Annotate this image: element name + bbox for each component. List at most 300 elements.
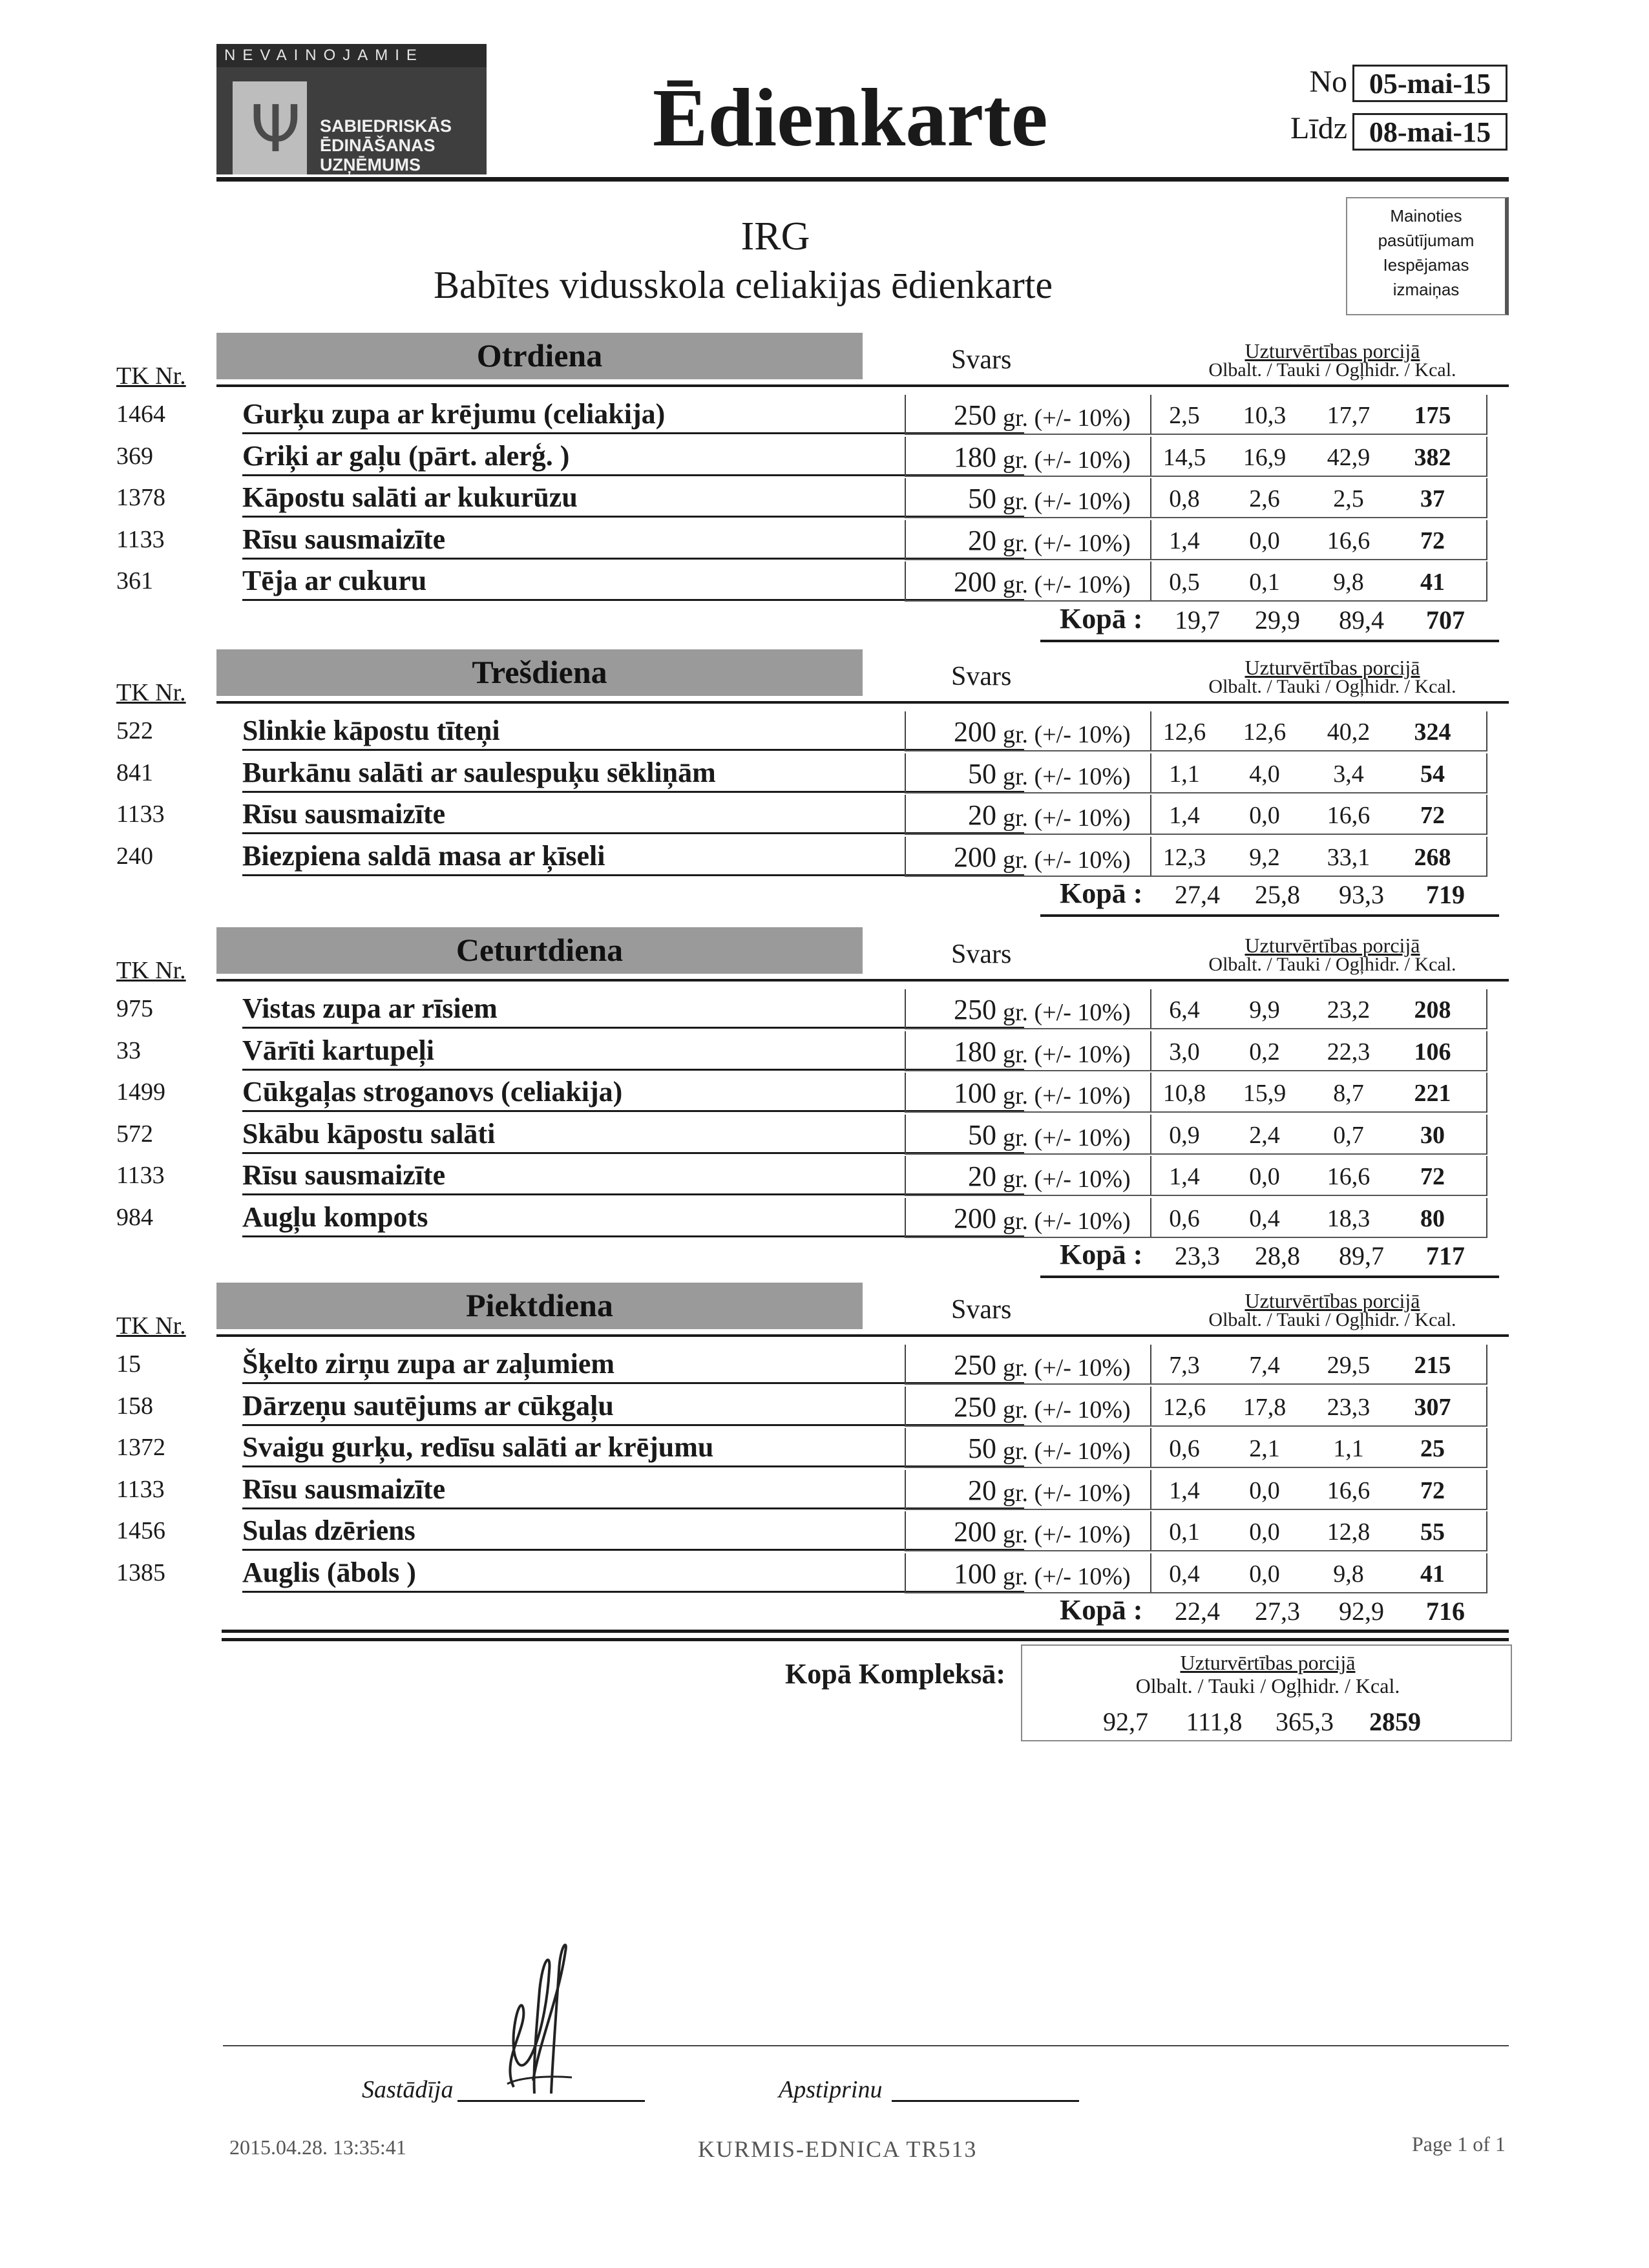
menu-item-row bbox=[116, 1428, 1486, 1469]
tk-number-header: TK Nr. bbox=[116, 679, 186, 706]
weight-cell bbox=[905, 1345, 1151, 1385]
menu-item-row bbox=[116, 1115, 1486, 1156]
complex-total-label: Kopā Kompleksā: bbox=[785, 1658, 1006, 1690]
kcal-value: 25 bbox=[1420, 1435, 1445, 1462]
weight-cell bbox=[905, 711, 1151, 751]
nutrition-header-sub: Olbalt. / Tauki / Ogļhidr. / Kcal. bbox=[1208, 359, 1456, 381]
carbs-value: 0,7 bbox=[1333, 1122, 1364, 1149]
tk-number: 1133 bbox=[116, 1162, 165, 1189]
day-name: Piektdiena bbox=[466, 1287, 613, 1323]
dish-name: Rīsu sausmaizīte bbox=[242, 1157, 1024, 1195]
carbs-value: 12,8 bbox=[1327, 1518, 1371, 1546]
menu-subtitle: Babītes vidusskola celiakijas ēdienkarte bbox=[433, 264, 1053, 306]
protein-value: 0,1 bbox=[1169, 1518, 1200, 1546]
weight-unit: gr. (+/- 10%) bbox=[1003, 1124, 1131, 1151]
tk-number: 1372 bbox=[116, 1434, 165, 1461]
menu-item-row bbox=[116, 837, 1486, 878]
dish-name: Biezpiena saldā masa ar ķīseli bbox=[242, 838, 1024, 876]
fat-value: 7,4 bbox=[1249, 1352, 1280, 1379]
portion-weight: 50 bbox=[968, 1119, 996, 1151]
weight-cell bbox=[905, 753, 1151, 793]
portion-weight: 250 bbox=[954, 1349, 996, 1381]
nutrition-header-title: Uzturvērtības porcijā bbox=[1245, 934, 1420, 957]
weight-unit: gr. (+/- 10%) bbox=[1003, 1438, 1131, 1465]
kcal-value: 268 bbox=[1414, 844, 1451, 871]
carbs-value: 9,8 bbox=[1333, 569, 1364, 596]
protein-value: 10,8 bbox=[1162, 1080, 1206, 1107]
nutrition-cell bbox=[1149, 1198, 1487, 1238]
nutrition-cell bbox=[1149, 1511, 1487, 1551]
tk-number-header: TK Nr. bbox=[116, 362, 186, 390]
carbs-value: 8,7 bbox=[1333, 1080, 1364, 1107]
protein-value: 3,0 bbox=[1169, 1038, 1200, 1066]
logo-line-3: UZŅĒMUMS bbox=[320, 155, 421, 174]
approved-by-line bbox=[892, 2100, 1079, 2102]
kcal-value: 72 bbox=[1420, 802, 1445, 829]
weight-cell bbox=[905, 1470, 1151, 1510]
complex-total-subheader: Olbalt. / Tauki / Ogļhidr. / Kcal. bbox=[1135, 1674, 1400, 1697]
total-fat: 28,8 bbox=[1255, 1241, 1300, 1270]
logo-line-2: ĒDINĀŠANAS bbox=[320, 136, 436, 155]
carbs-value: 2,5 bbox=[1333, 485, 1364, 512]
nutrition-header-sub: Olbalt. / Tauki / Ogļhidr. / Kcal. bbox=[1208, 1309, 1456, 1330]
total-carbs: 89,7 bbox=[1339, 1241, 1384, 1270]
fat-value: 0,0 bbox=[1249, 1163, 1280, 1190]
menu-item-row bbox=[116, 1073, 1486, 1114]
section-header-rule bbox=[216, 384, 1509, 387]
fat-value: 15,9 bbox=[1243, 1080, 1287, 1107]
tk-number: 841 bbox=[116, 759, 153, 786]
day-total-row bbox=[1040, 1235, 1499, 1278]
section-header-rule bbox=[216, 979, 1509, 982]
menu-item-row bbox=[116, 520, 1486, 562]
kcal-value: 72 bbox=[1420, 527, 1445, 554]
fat-value: 0,0 bbox=[1249, 1560, 1280, 1588]
weight-unit: gr. (+/- 10%) bbox=[1003, 1041, 1131, 1068]
kcal-value: 72 bbox=[1420, 1163, 1445, 1190]
fat-value: 0,0 bbox=[1249, 1477, 1280, 1504]
tk-number: 158 bbox=[116, 1392, 153, 1420]
dish-name: Burkānu salāti ar saulespuķu sēkliņām bbox=[242, 755, 1024, 793]
dish-name: Sulas dzēriens bbox=[242, 1513, 1024, 1551]
fat-value: 12,6 bbox=[1243, 719, 1287, 746]
total-label: Kopā : bbox=[1060, 603, 1143, 635]
portion-weight: 200 bbox=[954, 1202, 996, 1234]
tk-number: 1499 bbox=[116, 1078, 165, 1106]
menu-item-row bbox=[116, 753, 1486, 795]
date-from-label: No bbox=[1309, 65, 1347, 99]
protein-value: 12,3 bbox=[1162, 844, 1206, 871]
weight-unit: gr. (+/- 10%) bbox=[1003, 1480, 1131, 1507]
total-protein: 27,4 bbox=[1175, 880, 1220, 909]
tk-number: 1133 bbox=[116, 1476, 165, 1503]
weight-unit: gr. (+/- 10%) bbox=[1003, 1396, 1131, 1423]
section-header-rule bbox=[216, 1334, 1509, 1337]
carbs-value: 18,3 bbox=[1327, 1205, 1371, 1232]
menu-item-row bbox=[116, 1156, 1486, 1197]
fat-value: 10,3 bbox=[1243, 402, 1287, 429]
total-label: Kopā : bbox=[1060, 1239, 1143, 1270]
weight-unit: gr. (+/- 10%) bbox=[1003, 571, 1131, 598]
menu-item-row bbox=[116, 437, 1486, 478]
menu-item-row bbox=[116, 1470, 1486, 1511]
total-kcal: 717 bbox=[1426, 1241, 1465, 1270]
total-fat: 25,8 bbox=[1255, 880, 1300, 909]
dish-name: Griķi ar gaļu (pārt. alerģ. ) bbox=[242, 438, 1024, 476]
carbs-value: 16,6 bbox=[1327, 1163, 1371, 1190]
tk-number: 1456 bbox=[116, 1517, 165, 1544]
protein-value: 0,9 bbox=[1169, 1122, 1200, 1149]
portion-weight: 20 bbox=[968, 525, 996, 556]
portion-weight: 20 bbox=[968, 1475, 996, 1506]
protein-value: 6,4 bbox=[1169, 996, 1200, 1024]
fat-value: 0,4 bbox=[1249, 1205, 1280, 1232]
protein-value: 12,6 bbox=[1162, 1394, 1206, 1421]
dish-name: Svaigu gurķu, redīsu salāti ar krējumu bbox=[242, 1429, 1024, 1467]
kcal-value: 175 bbox=[1414, 402, 1451, 429]
total-fat: 27,3 bbox=[1255, 1597, 1300, 1626]
kcal-value: 55 bbox=[1420, 1518, 1445, 1546]
total-label: Kopā : bbox=[1060, 1594, 1143, 1626]
protein-value: 1,4 bbox=[1169, 1163, 1200, 1190]
nutrition-cell bbox=[1149, 1428, 1487, 1468]
kcal-value: 215 bbox=[1414, 1352, 1451, 1379]
portion-weight: 20 bbox=[968, 1160, 996, 1192]
portion-weight: 100 bbox=[954, 1077, 996, 1109]
nutrition-cell bbox=[1149, 711, 1487, 751]
menu-item-row bbox=[116, 1198, 1486, 1239]
nutrition-cell bbox=[1149, 837, 1487, 877]
total-carbs: 92,9 bbox=[1339, 1597, 1384, 1626]
menu-item-row bbox=[116, 1553, 1486, 1595]
tk-number: 1378 bbox=[116, 484, 165, 511]
carbs-value: 40,2 bbox=[1327, 719, 1371, 746]
carbs-value: 22,3 bbox=[1327, 1038, 1371, 1066]
nutrition-header-title: Uzturvērtības porcijā bbox=[1245, 339, 1420, 362]
protein-value: 0,6 bbox=[1169, 1205, 1200, 1232]
kcal-value: 41 bbox=[1420, 1560, 1445, 1588]
carbs-value: 23,3 bbox=[1327, 1394, 1371, 1421]
portion-weight: 180 bbox=[954, 441, 996, 473]
total-kcal: 719 bbox=[1426, 880, 1465, 909]
nutrition-cell bbox=[1149, 1387, 1487, 1427]
nutrition-cell bbox=[1149, 1156, 1487, 1196]
weight-cell bbox=[905, 520, 1151, 560]
kcal-value: 41 bbox=[1420, 569, 1445, 596]
compiled-by-line bbox=[457, 2100, 645, 2102]
footer-rule bbox=[223, 2045, 1509, 2046]
protein-value: 1,4 bbox=[1169, 1477, 1200, 1504]
dish-name: Rīsu sausmaizīte bbox=[242, 521, 1024, 560]
kcal-value: 80 bbox=[1420, 1205, 1445, 1232]
kcal-value: 72 bbox=[1420, 1477, 1445, 1504]
carbs-value: 3,4 bbox=[1333, 761, 1364, 788]
tk-number: 361 bbox=[116, 567, 153, 594]
protein-value: 0,4 bbox=[1169, 1560, 1200, 1588]
day-name: Trešdiena bbox=[472, 654, 607, 690]
carbs-value: 29,5 bbox=[1327, 1352, 1371, 1379]
nutrition-cell bbox=[1149, 753, 1487, 793]
tk-number: 984 bbox=[116, 1204, 153, 1231]
dish-name: Augļu kompots bbox=[242, 1199, 1024, 1237]
complex-total-carbs: 365,3 bbox=[1276, 1707, 1334, 1736]
nutrition-cell bbox=[1149, 1031, 1487, 1071]
weight-unit: gr. (+/- 10%) bbox=[1003, 488, 1131, 515]
menu-item-row bbox=[116, 989, 1486, 1031]
print-timestamp: 2015.04.28. 13:35:41 bbox=[229, 2136, 406, 2159]
fat-value: 0,2 bbox=[1249, 1038, 1280, 1066]
dish-name: Vistas zupa ar rīsiem bbox=[242, 991, 1024, 1029]
carbs-value: 9,8 bbox=[1333, 1560, 1364, 1588]
carbs-value: 16,6 bbox=[1327, 802, 1371, 829]
menu-item-row bbox=[116, 1511, 1486, 1553]
kcal-value: 221 bbox=[1414, 1080, 1451, 1107]
tk-number: 240 bbox=[116, 843, 153, 870]
dish-name: Skābu kāpostu salāti bbox=[242, 1116, 1024, 1154]
portion-weight: 50 bbox=[968, 483, 996, 514]
weight-cell bbox=[905, 1511, 1151, 1551]
weight-cell bbox=[905, 478, 1151, 518]
total-protein: 22,4 bbox=[1175, 1597, 1220, 1626]
total-kcal: 716 bbox=[1426, 1597, 1465, 1626]
page-number: Page 1 of 1 bbox=[1412, 2132, 1506, 2156]
fat-value: 9,2 bbox=[1249, 844, 1280, 871]
protein-value: 12,6 bbox=[1162, 719, 1206, 746]
nutrition-header-title: Uzturvērtības porcijā bbox=[1245, 1289, 1420, 1312]
kcal-value: 208 bbox=[1414, 996, 1451, 1024]
nutrition-cell bbox=[1149, 795, 1487, 835]
menu-item-row bbox=[116, 795, 1486, 836]
portion-weight: 100 bbox=[954, 1558, 996, 1590]
tk-number-header: TK Nr. bbox=[116, 957, 186, 984]
nutrition-header-sub: Olbalt. / Tauki / Ogļhidr. / Kcal. bbox=[1208, 676, 1456, 697]
day-total-row bbox=[1040, 1591, 1499, 1633]
menu-item-row bbox=[116, 711, 1486, 753]
nutrition-cell bbox=[1149, 520, 1487, 560]
day-header-bar bbox=[216, 1283, 863, 1329]
fat-value: 16,9 bbox=[1243, 444, 1287, 471]
dish-name: Dārzeņu sautējums ar cūkgaļu bbox=[242, 1388, 1024, 1426]
weight-header: Svars bbox=[951, 1295, 1012, 1325]
portion-weight: 250 bbox=[954, 1391, 996, 1423]
kcal-value: 324 bbox=[1414, 719, 1451, 746]
nutrition-cell bbox=[1149, 437, 1487, 477]
logo-band-text: NEVAINOJAMIE bbox=[216, 44, 487, 67]
weight-unit: gr. (+/- 10%) bbox=[1003, 530, 1131, 557]
complex-total-box bbox=[1021, 1644, 1512, 1741]
carbs-value: 23,2 bbox=[1327, 996, 1371, 1024]
weight-unit: gr. (+/- 10%) bbox=[1003, 846, 1131, 874]
weight-unit: gr. (+/- 10%) bbox=[1003, 1563, 1131, 1590]
day-header-bar bbox=[216, 927, 863, 974]
nutrition-cell bbox=[1149, 478, 1487, 518]
weight-cell bbox=[905, 1198, 1151, 1238]
tk-number: 369 bbox=[116, 443, 153, 470]
tk-number: 975 bbox=[116, 995, 153, 1022]
portion-weight: 250 bbox=[954, 399, 996, 431]
kcal-value: 54 bbox=[1420, 761, 1445, 788]
nutrition-cell bbox=[1149, 395, 1487, 435]
menu-item-row bbox=[116, 562, 1486, 603]
weight-unit: gr. (+/- 10%) bbox=[1003, 1082, 1131, 1109]
portion-weight: 200 bbox=[954, 841, 996, 873]
weight-cell bbox=[905, 1156, 1151, 1196]
nutrition-cell bbox=[1149, 1345, 1487, 1385]
notice-line: izmaiņas bbox=[1392, 280, 1460, 299]
fat-value: 2,1 bbox=[1249, 1435, 1280, 1462]
dish-name: Rīsu sausmaizīte bbox=[242, 1471, 1024, 1509]
kcal-value: 37 bbox=[1420, 485, 1445, 512]
fork-icon: Ψ bbox=[250, 91, 301, 167]
kcal-value: 382 bbox=[1414, 444, 1451, 471]
tk-number: 1133 bbox=[116, 526, 165, 553]
protein-value: 2,5 bbox=[1169, 402, 1200, 429]
notice-line: Mainoties bbox=[1390, 206, 1462, 226]
weight-cell bbox=[905, 437, 1151, 477]
total-protein: 23,3 bbox=[1175, 1241, 1220, 1270]
compiled-by-label: Sastādīja bbox=[362, 2076, 454, 2103]
protein-value: 0,6 bbox=[1169, 1435, 1200, 1462]
total-carbs: 93,3 bbox=[1339, 880, 1384, 909]
fat-value: 2,6 bbox=[1249, 485, 1280, 512]
portion-weight: 200 bbox=[954, 716, 996, 748]
nutrition-header-sub: Olbalt. / Tauki / Ogļhidr. / Kcal. bbox=[1208, 954, 1456, 975]
weight-cell bbox=[905, 1031, 1151, 1071]
total-label: Kopā : bbox=[1060, 877, 1143, 909]
kcal-value: 307 bbox=[1414, 1394, 1451, 1421]
tk-number: 1464 bbox=[116, 401, 165, 428]
nutrition-cell bbox=[1149, 562, 1487, 602]
weight-cell bbox=[905, 795, 1151, 835]
fat-value: 2,4 bbox=[1249, 1122, 1280, 1149]
carbs-value: 16,6 bbox=[1327, 1477, 1371, 1504]
protein-value: 0,5 bbox=[1169, 569, 1200, 596]
dish-name: Slinkie kāpostu tīteņi bbox=[242, 713, 1024, 751]
protein-value: 1,4 bbox=[1169, 527, 1200, 554]
complex-total-protein: 92,7 bbox=[1103, 1707, 1148, 1736]
section-header-rule bbox=[216, 701, 1509, 704]
approved-by-label: Apstiprinu bbox=[779, 2076, 883, 2103]
complex-total-kcal: 2859 bbox=[1369, 1707, 1421, 1736]
weight-cell bbox=[905, 1387, 1151, 1427]
nutrition-cell bbox=[1149, 1553, 1487, 1593]
kcal-value: 30 bbox=[1420, 1122, 1445, 1149]
portion-weight: 20 bbox=[968, 799, 996, 831]
tk-number: 572 bbox=[116, 1120, 153, 1148]
weight-unit: gr. (+/- 10%) bbox=[1003, 763, 1131, 790]
kcal-value: 106 bbox=[1414, 1038, 1451, 1066]
fat-value: 0,0 bbox=[1249, 1518, 1280, 1546]
nutrition-cell bbox=[1149, 1073, 1487, 1113]
carbs-value: 1,1 bbox=[1333, 1435, 1364, 1462]
tk-number: 1385 bbox=[116, 1559, 165, 1586]
total-carbs: 89,4 bbox=[1339, 605, 1384, 635]
dish-name: Auglis (ābols ) bbox=[242, 1555, 1024, 1593]
company-logo bbox=[216, 44, 487, 174]
weight-cell bbox=[905, 1073, 1151, 1113]
weight-cell bbox=[905, 395, 1151, 435]
protein-value: 7,3 bbox=[1169, 1352, 1200, 1379]
portion-weight: 200 bbox=[954, 566, 996, 598]
logo-line-1: SABIEDRISKĀS bbox=[320, 116, 452, 136]
document-title: Ēdienkarte bbox=[653, 72, 1048, 163]
weight-cell bbox=[905, 1553, 1151, 1593]
tk-number: 33 bbox=[116, 1037, 141, 1064]
weight-header: Svars bbox=[951, 940, 1012, 969]
complex-total-title: Uzturvērtības porcijā bbox=[1180, 1651, 1356, 1674]
notice-line: Iespējamas bbox=[1383, 255, 1469, 275]
portion-weight: 50 bbox=[968, 758, 996, 790]
weight-unit: gr. (+/- 10%) bbox=[1003, 1208, 1131, 1235]
menu-item-row bbox=[116, 1031, 1486, 1073]
day-header-bar bbox=[216, 649, 863, 696]
day-total-row bbox=[1040, 600, 1499, 642]
carbs-value: 42,9 bbox=[1327, 444, 1371, 471]
system-identifier: KURMIS-EDNICA TR513 bbox=[698, 2136, 978, 2162]
total-kcal: 707 bbox=[1426, 605, 1465, 635]
menu-item-row bbox=[116, 395, 1486, 436]
fat-value: 9,9 bbox=[1249, 996, 1280, 1024]
day-total-row bbox=[1040, 874, 1499, 917]
tk-number: 1133 bbox=[116, 801, 165, 828]
protein-value: 0,8 bbox=[1169, 485, 1200, 512]
final-double-rule bbox=[222, 1630, 1509, 1641]
portion-weight: 250 bbox=[954, 994, 996, 1025]
notice-line: pasūtījumam bbox=[1378, 231, 1475, 250]
fat-value: 17,8 bbox=[1243, 1394, 1287, 1421]
weight-unit: gr. (+/- 10%) bbox=[1003, 1521, 1131, 1548]
weight-cell bbox=[905, 989, 1151, 1029]
weight-cell bbox=[905, 562, 1151, 602]
complex-total-fat: 111,8 bbox=[1186, 1707, 1243, 1736]
dish-name: Vārīti kartupeļi bbox=[242, 1033, 1024, 1071]
nutrition-cell bbox=[1149, 989, 1487, 1029]
weight-unit: gr. (+/- 10%) bbox=[1003, 404, 1131, 432]
menu-item-row bbox=[116, 1345, 1486, 1386]
weight-unit: gr. (+/- 10%) bbox=[1003, 1354, 1131, 1381]
dish-name: Rīsu sausmaizīte bbox=[242, 796, 1024, 834]
fat-value: 0,0 bbox=[1249, 802, 1280, 829]
day-header-bar bbox=[216, 333, 863, 379]
protein-value: 14,5 bbox=[1162, 444, 1206, 471]
dish-name: Cūkgaļas stroganovs (celiakija) bbox=[242, 1074, 1024, 1112]
menu-item-row bbox=[116, 478, 1486, 520]
protein-value: 1,4 bbox=[1169, 802, 1200, 829]
tk-number: 522 bbox=[116, 717, 153, 744]
nutrition-cell bbox=[1149, 1470, 1487, 1510]
day-name: Ceturtdiena bbox=[456, 932, 624, 968]
carbs-value: 33,1 bbox=[1327, 844, 1371, 871]
tk-number: 15 bbox=[116, 1350, 141, 1378]
date-from-value: 05-mai-15 bbox=[1352, 65, 1507, 102]
portion-weight: 180 bbox=[954, 1036, 996, 1067]
nutrition-cell bbox=[1149, 1115, 1487, 1155]
weight-unit: gr. (+/- 10%) bbox=[1003, 721, 1131, 748]
change-notice-box bbox=[1346, 197, 1509, 315]
carbs-value: 17,7 bbox=[1327, 402, 1371, 429]
tk-number-header: TK Nr. bbox=[116, 1312, 186, 1339]
weight-unit: gr. (+/- 10%) bbox=[1003, 999, 1131, 1026]
fat-value: 0,1 bbox=[1249, 569, 1280, 596]
fat-value: 4,0 bbox=[1249, 761, 1280, 788]
date-to-label: Līdz bbox=[1290, 111, 1347, 145]
menu-item-row bbox=[116, 1387, 1486, 1428]
total-protein: 19,7 bbox=[1175, 605, 1220, 635]
weight-header: Svars bbox=[951, 662, 1012, 691]
portion-weight: 50 bbox=[968, 1433, 996, 1464]
weight-unit: gr. (+/- 10%) bbox=[1003, 804, 1131, 832]
dish-name: Gurķu zupa ar krējumu (celiakija) bbox=[242, 396, 1024, 434]
